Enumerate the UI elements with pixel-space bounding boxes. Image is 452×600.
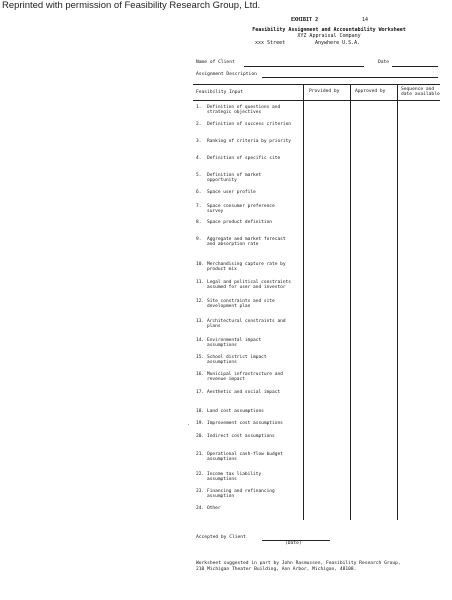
row-label: Definition of questions and strategic objectives — [207, 105, 281, 116]
row-number: 16. — [196, 372, 205, 377]
credit-line-2: 210 Michigan Theater Building, Ann Arbor, Michigan, 48108. — [196, 567, 357, 572]
list-item — [196, 452, 296, 463]
column-divider-sequence — [397, 84, 398, 520]
row-label: Municipal infrastructure and revenue impact — [207, 372, 283, 383]
assignment-description-field[interactable] — [262, 77, 438, 78]
row-number: 23. — [196, 489, 205, 494]
row-label: Operational cash-flow budget assumptions — [207, 452, 283, 463]
list-item — [196, 299, 296, 310]
worksheet-title: Feasibility Assignment and Accountability Worksheet — [252, 27, 406, 33]
list-item — [196, 355, 296, 366]
row-label: Definition of market opportunity — [207, 173, 262, 184]
row-label: Definition of specific site — [207, 156, 281, 161]
list-item — [196, 489, 296, 500]
list-item — [196, 237, 296, 248]
row-number: 22. — [196, 472, 205, 477]
margin-mark: . — [187, 421, 191, 427]
list-item — [196, 122, 296, 127]
row-number: 3. — [196, 139, 202, 144]
row-label: Space product definition — [207, 220, 273, 225]
list-item — [196, 390, 296, 395]
list-item — [196, 372, 296, 383]
company-city: Anywhere U.S.A. — [315, 40, 361, 46]
column-header-provided: Provided by — [309, 89, 340, 94]
row-number: 21. — [196, 452, 205, 457]
list-item — [196, 204, 296, 215]
row-label: Space consumer preference survey — [207, 204, 275, 215]
row-number: 20. — [196, 434, 205, 439]
row-label: Architectural constraints and plans — [207, 319, 286, 330]
row-number: 15. — [196, 355, 205, 360]
list-item — [196, 173, 296, 184]
company-name: XYZ Appraisal Company — [297, 33, 361, 39]
list-item — [196, 434, 296, 439]
row-number: 9. — [196, 237, 202, 242]
list-item — [196, 280, 296, 291]
row-label: Aesthetic and social impact — [207, 390, 281, 395]
row-label: Other — [207, 506, 221, 511]
row-label: Definition of success criterion — [207, 122, 291, 127]
row-label: Legal and political constraints assumed for user and investor — [207, 280, 291, 291]
row-label: Land cost assumptions — [207, 409, 264, 414]
row-label: School district impact assumptions — [207, 355, 267, 366]
row-label: Income tax liability assumptions — [207, 472, 262, 483]
list-item — [196, 319, 296, 330]
list-item — [196, 262, 296, 273]
row-number: 7. — [196, 204, 202, 209]
row-number: 19. — [196, 421, 205, 426]
row-number: 1. — [196, 105, 202, 110]
list-item — [196, 472, 296, 483]
list-item — [196, 156, 296, 161]
row-number: 13. — [196, 319, 205, 324]
list-item — [196, 338, 296, 349]
row-number: 6. — [196, 190, 202, 195]
exhibit-label: EXHIBIT 2 — [291, 17, 319, 23]
column-divider-provided — [303, 84, 304, 520]
list-item — [196, 190, 296, 195]
column-divider-approved — [350, 84, 351, 520]
client-name-field[interactable] — [244, 66, 364, 67]
list-item — [196, 139, 296, 144]
row-label: Aggregate and market forecast and absorption rate — [207, 237, 286, 248]
row-label: Ranking of criteria by priority — [207, 139, 291, 144]
row-label: Merchandising capture rate by product mix — [207, 262, 286, 273]
list-item — [196, 421, 296, 426]
row-number: 10. — [196, 262, 205, 267]
accepted-by-client-label: Accepted by Client — [196, 535, 246, 540]
list-item — [196, 409, 296, 414]
date-caption: (Date) — [285, 541, 302, 546]
assignment-description-label: Assignment Description — [196, 72, 257, 77]
company-street: xxx Street — [255, 40, 286, 46]
row-label: Site constraints and site development plan — [207, 299, 275, 310]
credit-line-1: Worksheet suggested in part by John Rasmussen, Feasibility Research Group, — [196, 561, 401, 566]
row-number: 14. — [196, 338, 205, 343]
row-number: 8. — [196, 220, 202, 225]
column-header-sequence-line1: Sequence and — [401, 87, 435, 92]
reprint-notice: Reprinted with permission of Feasibility Research Group, Ltd. — [2, 0, 261, 11]
row-number: 18. — [196, 409, 205, 414]
row-label: Space user profile — [207, 190, 256, 195]
row-number: 17. — [196, 390, 205, 395]
row-number: 11. — [196, 280, 205, 285]
row-number: 12. — [196, 299, 205, 304]
row-label: Improvement cost assumptions — [207, 421, 283, 426]
row-number: 2. — [196, 122, 202, 127]
table-header-rule — [193, 100, 440, 101]
page-number: 14 — [362, 17, 369, 23]
column-header-approved: Approved by — [355, 89, 386, 94]
row-number: 4. — [196, 156, 202, 161]
date-label: Date — [378, 60, 390, 65]
row-label: Environmental impact assumptions — [207, 338, 262, 349]
row-label: Financing and refinancing assumption — [207, 489, 275, 500]
row-number: 24. — [196, 506, 205, 511]
list-item — [196, 220, 296, 225]
column-header-sequence-line2: date available — [401, 92, 440, 97]
row-label: Indirect cost assumptions — [207, 434, 275, 439]
column-header-input: Feasibility Input — [196, 90, 244, 95]
table-top-rule — [193, 84, 440, 85]
column-header-sequence — [401, 87, 440, 97]
list-item — [196, 506, 296, 511]
date-field[interactable] — [392, 66, 438, 67]
client-name-label: Name of Client — [196, 60, 235, 65]
list-item — [196, 105, 296, 116]
row-number: 5. — [196, 173, 202, 178]
